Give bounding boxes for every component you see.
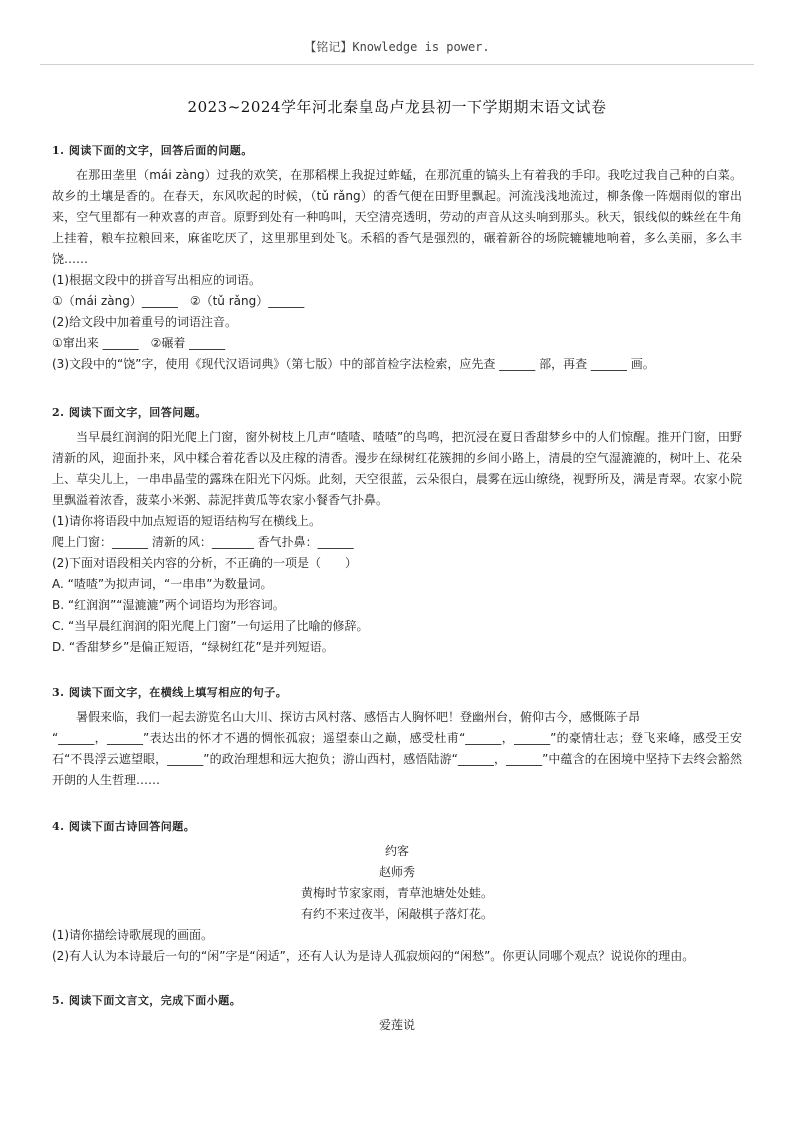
question-2-sub1: (1)请你将语段中加点短语的短语结构写在横线上。 xyxy=(52,514,321,528)
question-1-heading: 1. 阅读下面的文字，回答后面的问题。 xyxy=(52,144,253,157)
question-1-sub3: (3)文段中的“饶”字，使用《现代汉语词典》（第七版）中的部首检字法检索，应先查 ______ 部，再查 ______ 画。 xyxy=(52,357,655,371)
poem-line-2: 有约不来过夜半，闲敲棋子落灯花。 xyxy=(300,907,493,921)
question-4-sub2: (2)有人认为本诗最后一句的“闲”字是“闲适”，还有人认为是诗人孤寂烦闷的“闲愁”。你更认同哪个观点？说说你的理由。 xyxy=(52,949,695,963)
question-3-passage-blanks: “______，______”表达出的怀才不遇的惆怅孤寂；遥望泰山之巅，感受杜甫“______，______”的豪情壮志；登飞来峰，感受王安石“不畏浮云遮望眼，______”的政治理想和远大抱负；游山西村，感悟陆游“______，______”中蕴含的在困境中坚持下去终会豁然开朗的人生哲理…… xyxy=(52,731,742,787)
question-2 xyxy=(52,402,742,658)
poem-title: 约客 xyxy=(384,844,409,858)
poem-author: 赵师秀 xyxy=(378,865,415,879)
question-3-passage-intro: 暑假来临，我们一起去游览名山大川、探访古风村落、感悟古人胸怀吧！登幽州台，俯仰古今，感慨陈子昂 xyxy=(76,710,641,724)
question-5 xyxy=(52,990,742,1036)
question-2-passage: 当早晨红润润的阳光爬上门窗，窗外树枝上几声“喳喳、喳喳”的鸟鸣，把沉浸在夏日香甜梦乡中的人们惊醒。推开门窗，田野清新的风，迎面扑来，风中糅合着花香以及庄稼的清香。漫步在绿树红花簇拥的乡间小路上，清晨的空气湿漉漉的，树叶上、花朵上、草尖儿上，一串串晶莹的露珠在阳光下闪烁。此刻，天空很蓝，云朵很白，晨雾在远山缭绕，视野所及，满是青翠。农家小院里飘溢着浓香，菠菜小米粥、蒜泥拌黄瓜等农家小餐香气扑鼻。 xyxy=(52,430,742,507)
question-4-heading: 4. 阅读下面古诗回答问题。 xyxy=(52,820,196,833)
poem-line-1: 黄梅时节家家雨，青草池塘处处蛙。 xyxy=(300,886,493,900)
question-5-heading: 5. 阅读下面文言文，完成下面小题。 xyxy=(52,994,242,1007)
question-1-sub2-items: ①窜出来 ______ ②碾着 ______ xyxy=(52,336,226,350)
question-3 xyxy=(52,682,742,791)
question-4-sub1: (1)请你描绘诗歌展现的画面。 xyxy=(52,928,213,942)
question-3-heading: 3. 阅读下面文字，在横线上填写相应的句子。 xyxy=(52,686,288,699)
question-1-passage: 在那田垄里（mái zàng）过我的欢笑，在那稻棵上我捉过蚱蜢，在那沉重的镐头上有着我的手印。我吃过我自己种的白菜。故乡的土壤是香的。在春天，东风吹起的时候，（tǔ rǎng）的香气便在田野里飘起。河流浅浅地流过，柳条像一阵烟雨似的窜出来，空气里都有一种欢喜的声音。原野到处有一种呜叫，天空清亮透明，劳动的声音从这头响到那头。秋天，银线似的蛛丝在牛角上挂着，粮车拉粮回来，麻雀吃厌了，这里那里到处飞。禾稻的香气是强烈的，碾着新谷的场院辘辘地响着，多么美丽，多么丰饶…… xyxy=(52,168,742,266)
classical-text-title: 爱莲说 xyxy=(378,1018,415,1032)
question-1-sub2: (2)给文段中加着重号的词语注音。 xyxy=(52,315,237,329)
page-header: 【铭记】Knowledge is power. xyxy=(40,38,754,65)
option-b: B. “红润润”“湿漉漉”两个词语均为形容词。 xyxy=(52,598,285,612)
question-2-heading: 2. 阅读下面文字，回答问题。 xyxy=(52,406,207,419)
option-c: C. “当早晨红润润的阳光爬上门窗”一句运用了比喻的修辞。 xyxy=(52,619,369,633)
option-a: A. “喳喳”为拟声词，“一串串”为数量词。 xyxy=(52,577,273,591)
option-d: D. “香甜梦乡”是偏正短语，“绿树红花”是并列短语。 xyxy=(52,640,334,654)
question-1-sub1: (1)根据文段中的拼音写出相应的词语。 xyxy=(52,273,261,287)
question-2-sub1-items: 爬上门窗：______ 清新的风：_______ 香气扑鼻：______ xyxy=(52,535,354,549)
question-1-sub1-items: ①（mái zàng）______ ②（tǔ rǎng）______ xyxy=(52,294,305,308)
question-1 xyxy=(52,140,742,375)
question-2-sub2: (2)下面对语段相关内容的分析，不正确的一项是（ ） xyxy=(52,556,358,570)
question-4 xyxy=(52,816,742,967)
page-title: 2023~2024学年河北秦皇岛卢龙县初一下学期期末语文试卷 xyxy=(187,98,607,116)
